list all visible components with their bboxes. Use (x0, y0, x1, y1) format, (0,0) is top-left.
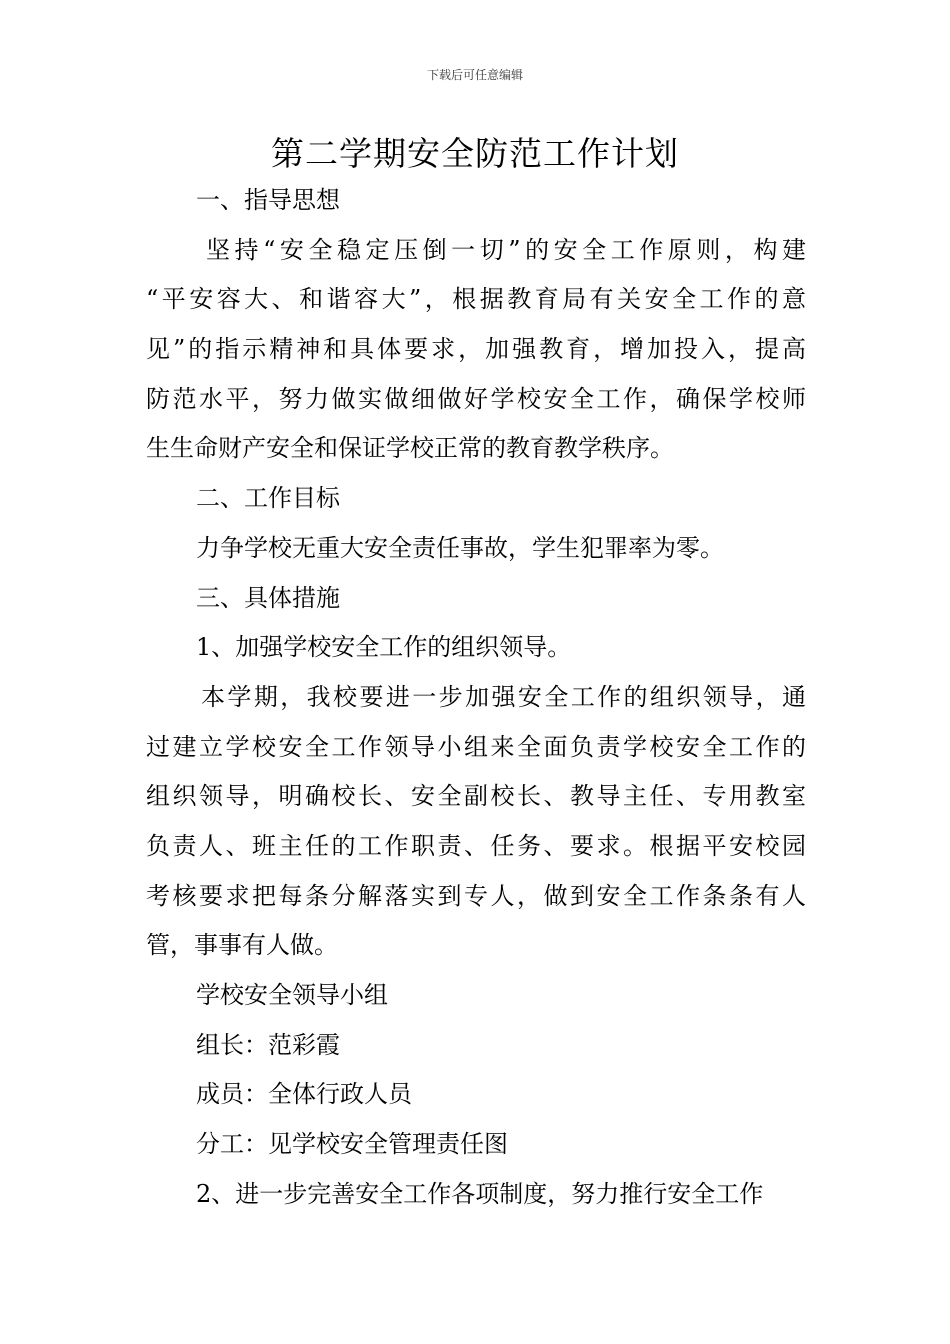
paragraph-line: 考核要求把每条分解落实到专人，做到安全工作条条有人 (146, 881, 806, 910)
item-heading-regulations: 2、进一步完善安全工作各项制度，努力推行安全工作 (196, 1179, 764, 1208)
paragraph-organization (146, 673, 806, 971)
paragraph-line: 防范水平，努力做实做细做好学校安全工作，确保学校师 (146, 384, 806, 413)
section-heading-measures: 三、具体措施 (196, 583, 340, 612)
group-title: 学校安全领导小组 (196, 981, 388, 1009)
paragraph-work-goals: 力争学校无重大安全责任事故，学生犯罪率为零。 (196, 533, 724, 562)
paragraph-line: 过建立学校安全工作领导小组来全面负责学校安全工作的 (146, 732, 806, 761)
paragraph-line: 生生命财产安全和保证学校正常的教育教学秩序。 (146, 434, 674, 463)
document-title: 第二学期安全防范工作计划 (271, 134, 679, 173)
paragraph-line: 负责人、班主任的工作职责、任务、要求。根据平安校园 (146, 831, 806, 860)
section-heading-guiding-ideology: 一、指导思想 (196, 186, 340, 214)
group-members: 成员：全体行政人员 (196, 1080, 412, 1109)
paragraph-line: 管，事事有人做。 (146, 931, 338, 960)
paragraph-line: 组织领导，明确校长、安全副校长、教导主任、专用教室 (146, 782, 806, 811)
paragraph-line: 本学期，我校要进一步加强安全工作的组织领导，通 (201, 682, 806, 711)
item-heading-organization: 1、加强学校安全工作的组织领导。 (196, 633, 572, 662)
document-body (146, 176, 806, 1219)
section-heading-work-goals: 二、工作目标 (196, 484, 340, 513)
group-leader: 组长：范彩霞 (196, 1030, 340, 1059)
paragraph-line: 见”的指示精神和具体要求，加强教育，增加投入，提高 (146, 335, 806, 364)
paragraph-line: “平安容大、和谐容大”，根据教育局有关安全工作的意 (146, 285, 806, 314)
group-division: 分工：见学校安全管理责任图 (196, 1130, 508, 1159)
page-header-note: 下载后可任意编辑 (426, 68, 523, 82)
paragraph-line: 坚持“安全稳定压倒一切”的安全工作原则，构建 (206, 235, 806, 264)
paragraph-guiding-ideology (146, 226, 806, 474)
